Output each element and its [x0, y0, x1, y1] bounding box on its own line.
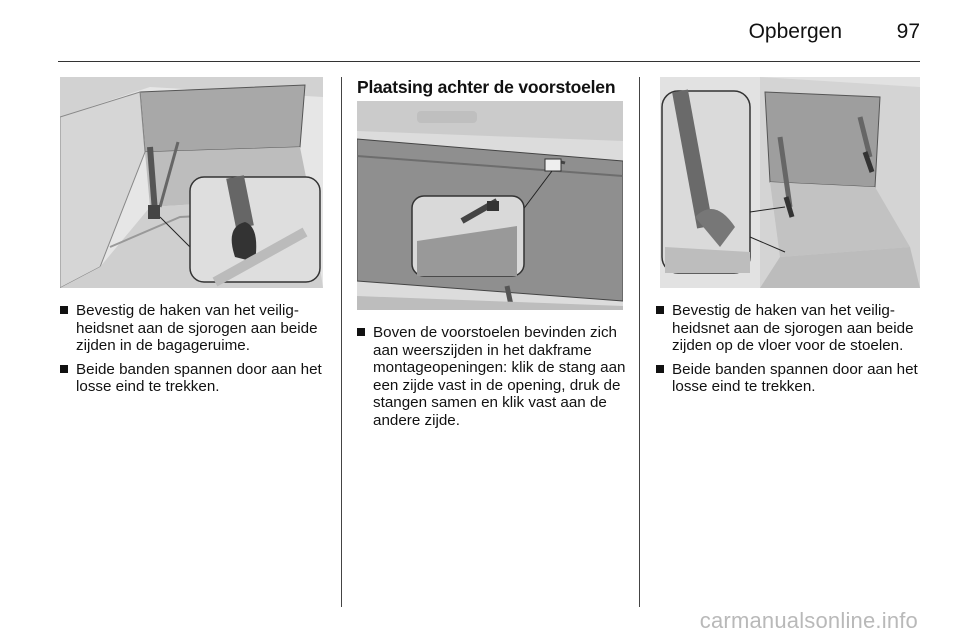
figure-roof-frame-mounting [357, 101, 623, 310]
bullet-item [656, 361, 921, 396]
bullet-item [357, 324, 627, 430]
bullet-text: Beide banden spannen door aan het losse eind te trekken. [76, 360, 322, 396]
column-divider-left [341, 77, 342, 607]
bullet-item [60, 302, 325, 355]
chapter-title: Opbergen [748, 20, 842, 43]
header-divider [58, 61, 920, 62]
column-1-text [60, 302, 325, 402]
bullet-square-icon [60, 306, 68, 314]
bullet-square-icon [656, 365, 664, 373]
column-divider-right [639, 77, 640, 607]
bullet-square-icon [357, 328, 365, 336]
bullet-square-icon [60, 365, 68, 373]
bullet-square-icon [656, 306, 664, 314]
bullet-text: Bevestig de haken van het veiligheidsnet aan de sjorogen aan beide zijden op de vloer voor de stoelen. [672, 302, 914, 355]
bullet-item [656, 302, 921, 355]
bullet-text: Boven de voorstoelen bevinden zich aan weerszijden in het dakframe montageopeningen: klik de stang aan een zijde vast in de opening, druk de stangen samen en klik vast aan de andere zijde. [373, 324, 626, 429]
page-header [0, 0, 960, 62]
bullet-text: Beide banden spannen door aan het losse eind te trekken. [672, 360, 918, 396]
section-heading: Plaatsing achter de voorstoelen [357, 77, 616, 97]
column-2-text [357, 324, 627, 436]
column-3-text [656, 302, 921, 402]
figure-floor-lashing-eyes [660, 77, 920, 288]
bullet-text: Bevestig de haken van het veiligheidsnet aan de sjorogen aan beide zijden in de bagageruime. [76, 302, 318, 355]
page-number: 97 [896, 20, 920, 43]
bullet-item [60, 361, 325, 396]
figure-cargo-area-net [60, 77, 323, 288]
watermark: carmanualsonline.info [699, 608, 918, 633]
